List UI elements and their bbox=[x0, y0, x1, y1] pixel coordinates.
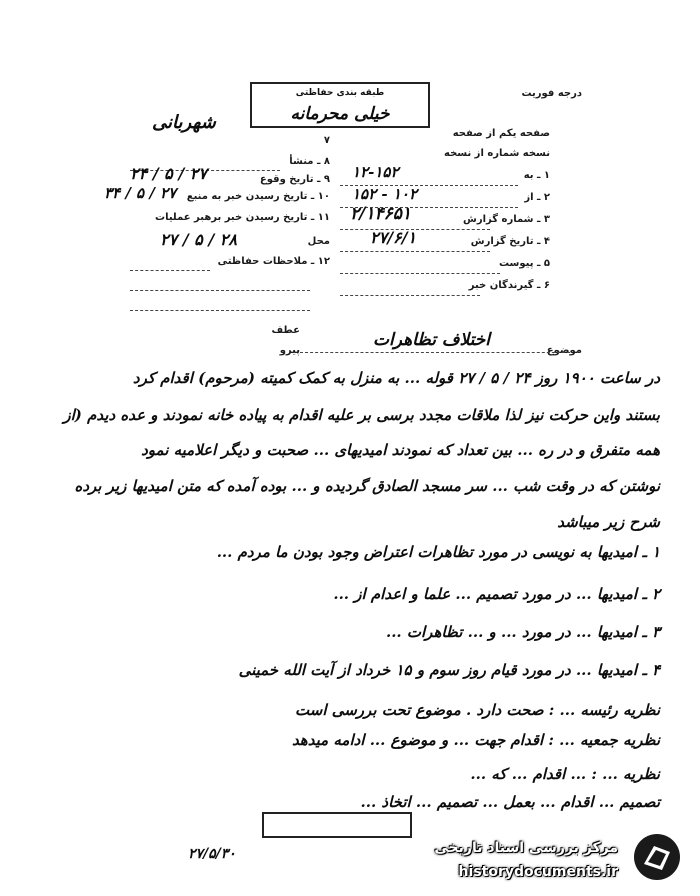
page-label: صفحه یکم از صفحه bbox=[452, 128, 550, 139]
signature-stamp-box bbox=[262, 812, 412, 838]
field-place-label: محل bbox=[307, 236, 330, 247]
copy-label: نسخه شماره از نسخه bbox=[444, 148, 550, 159]
field-recipients-rule bbox=[340, 295, 480, 296]
body-line-8: ۳ ـ امیدیها ... در مورد ... و ... تظاهرات ... bbox=[385, 623, 660, 641]
field-attachment-rule bbox=[340, 273, 500, 274]
field-event-date-value: ۲۴ / ۵ / ۲۷ bbox=[130, 164, 207, 183]
field-attachment-label: ۵ ـ پیوست bbox=[498, 258, 550, 269]
classification-value: خیلی محرمانه bbox=[290, 104, 390, 124]
urgency-label: درجه فوریت bbox=[521, 88, 582, 99]
subject-rule bbox=[300, 352, 570, 353]
field-report-date-rule bbox=[340, 251, 490, 252]
ref2-label: پیرو bbox=[279, 345, 300, 356]
field-place-value: ۲۷ / ۵ / ۲۸ bbox=[160, 230, 237, 249]
body-line-2: بستند واین حرکت نیز لذا ملاقات مجدد برسی بر علیه اقدام به پیاده خانه نمودند و عده دیدم (از bbox=[63, 406, 660, 424]
field-from-value: ۱۵۲ - ۱۰۲ bbox=[352, 185, 418, 203]
body-line-3: همه متفرق و در ره ... بین تعداد که نمودند امیدیهای ... صحبت و دیگر اعلامیه نمود bbox=[141, 441, 660, 459]
body-line-11: نظریه جمعیه ... : اقدام جهت ... و موضوع ... ادامه میدهد bbox=[291, 731, 660, 749]
field-7-label: ۷ bbox=[323, 135, 330, 146]
handwritten-header: شهربانی bbox=[152, 112, 216, 133]
body-line-12: نظریه ... : ... اقدام ... که ... bbox=[470, 765, 660, 783]
field-to-value: ۱۲-۱۵۲ bbox=[352, 163, 399, 181]
field-security-notes-rule bbox=[130, 270, 210, 271]
field-report-number-label: ۳ ـ شماره گزارش bbox=[463, 214, 550, 225]
ref-label: عطف bbox=[271, 325, 300, 336]
field-report-date-label: ۴ ـ تاریخ گزارش bbox=[470, 236, 550, 247]
field-event-date-label: ۹ ـ تاریخ وقوع bbox=[259, 174, 330, 185]
blank-rule-1 bbox=[130, 290, 310, 291]
field-origin-label: ۸ ـ منشأ bbox=[289, 156, 330, 167]
field-from-label: ۲ ـ از bbox=[524, 192, 550, 203]
body-line-1: در ساعت ۱۹۰۰ روز ۲۴ / ۵ / ۲۷ قوله ... به منزل به کمک کمیته (مرحوم) اقدام کرد bbox=[132, 369, 660, 387]
signed-date: ۲۷/۵/۳۰ bbox=[188, 846, 236, 862]
subject-value: اختلاف تظاهرات bbox=[373, 330, 490, 350]
subject-label: موضوع bbox=[546, 345, 582, 356]
blank-rule-2 bbox=[130, 310, 310, 311]
field-source-date-label: ۱۰ ـ تاریخ رسیدن خبر به منبع bbox=[186, 191, 330, 202]
body-line-10: نظریه رئیسه ... : صحت دارد . موضوع تحت بررسی است bbox=[295, 701, 660, 719]
body-line-5: شرح زیر میباشد bbox=[557, 513, 660, 531]
archive-logo-icon bbox=[632, 832, 682, 882]
body-line-4: نوشتن که در وقت شب ... سر مسجد الصادق گردیده و ... بوده آمده که متن امیدیها زیر برده bbox=[74, 477, 660, 495]
watermark-url: historydocuments.ir bbox=[458, 864, 618, 880]
body-line-13: تصمیم ... اقدام ... بعمل ... تصمیم ... اتخاذ ... bbox=[360, 793, 660, 811]
classification-stamp bbox=[250, 82, 430, 128]
field-to-label: ۱ ـ به bbox=[523, 170, 550, 181]
body-line-9: ۴ ـ امیدیها ... در مورد قیام روز سوم و ۱۵ خرداد از آیت الله خمینی bbox=[238, 661, 660, 679]
body-line-7: ۲ ـ امیدیها ... در مورد تصمیم ... علما و اعدام از ... bbox=[333, 585, 660, 603]
field-report-date-value: ۲۷/۶/۱ bbox=[370, 228, 417, 247]
field-leader-date-label: ۱۱ ـ تاریخ رسیدن خبر برهبر عملیات bbox=[155, 212, 330, 223]
field-recipients-label: ۶ ـ گیرندگان خبر bbox=[468, 280, 550, 291]
field-source-date-value: ۳۴ / ۵ / ۲۷ bbox=[104, 184, 177, 202]
classification-label: طبقه بندی حفاظتی bbox=[295, 88, 385, 98]
field-security-notes-label: ۱۲ ـ ملاحظات حفاظتی bbox=[217, 256, 330, 267]
watermark-fa: مرکز بررسی اسناد تاریخی bbox=[434, 840, 618, 856]
body-line-6: ۱ ـ امیدیها به نویسی در مورد تظاهرات اعتراض وجود بودن ما مردم ... bbox=[216, 543, 660, 561]
field-report-number-value: ۲/۱۴۶۵۱ bbox=[350, 204, 411, 224]
